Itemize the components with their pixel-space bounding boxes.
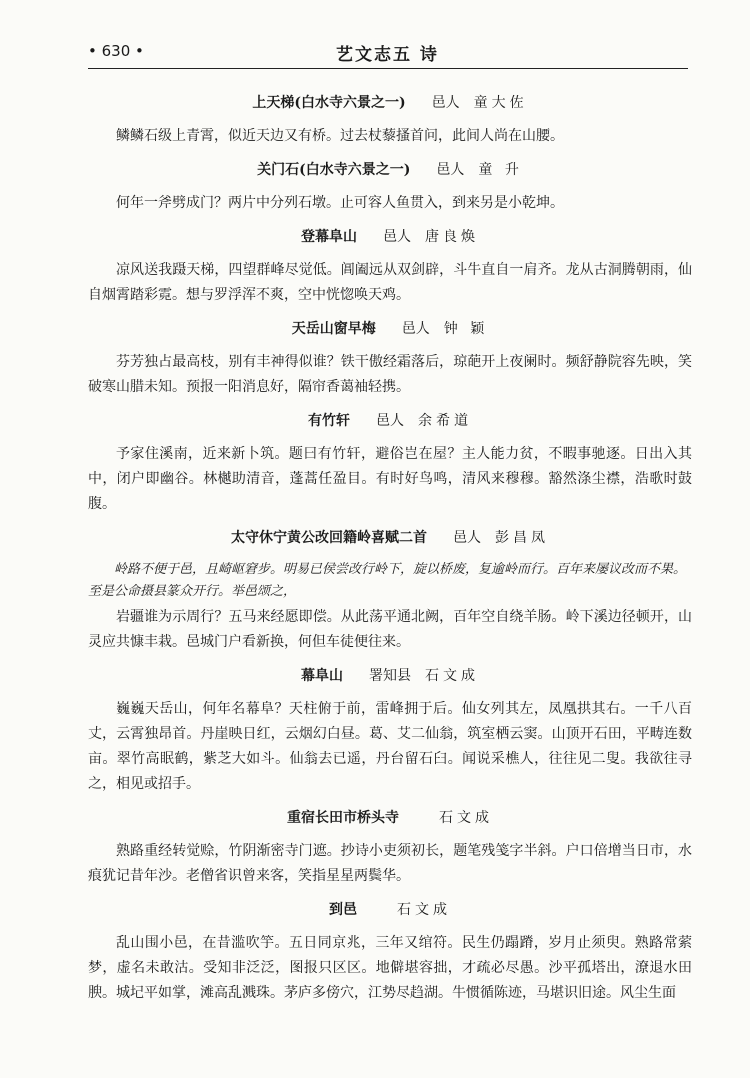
poem bbox=[88, 527, 692, 655]
poem-author-origin: 邑人 bbox=[383, 229, 411, 245]
poem-title: 上天梯(白水寺六景之一) bbox=[252, 95, 406, 111]
page-header bbox=[88, 40, 688, 66]
poem-title: 天岳山窗早梅 bbox=[291, 321, 376, 337]
poem-title: 关门石(白水寺六景之一) bbox=[257, 162, 411, 178]
poem-title: 太守休宁黄公改回籍岭喜赋二首 bbox=[231, 530, 427, 546]
page-number: • 630 • bbox=[88, 42, 144, 60]
poem-heading bbox=[88, 159, 692, 181]
poem-text: 芬芳独占最高枝，别有丰神得似谁？铁干傲经霜落后，琼葩开上夜阑时。频舒静院容先映，笑破寒山腊未知。预报一阳消息好，隔帘香蔼袖轻携。 bbox=[88, 354, 692, 395]
poem bbox=[88, 92, 692, 149]
poem-author: 石文成 bbox=[397, 902, 451, 918]
poem-title: 到邑 bbox=[329, 902, 357, 918]
poem-author-origin: 邑人 bbox=[453, 530, 481, 546]
header-rule bbox=[88, 68, 688, 69]
poem-text: 何年一斧劈成门？两片中分列石墩。止可容人鱼贯入，到来另是小乾坤。 bbox=[116, 195, 564, 211]
poem bbox=[88, 226, 692, 308]
poem-heading bbox=[88, 527, 692, 549]
poem-author-origin: 邑人 bbox=[431, 95, 460, 111]
poem-author-origin: 邑人 bbox=[376, 413, 404, 429]
poem-heading bbox=[88, 318, 692, 340]
poem-author: 余希道 bbox=[418, 413, 472, 429]
poem-author-origin: 署知县 bbox=[369, 668, 411, 684]
poem bbox=[88, 159, 692, 216]
poem-text: 岩疆谁为示周行？五马来经愿即偿。从此荡平通北阙，百年空自绕羊肠。岭下溪边径顿开，山灵应共慷丰栽。邑城门户看新换，何但车徒便往来。 bbox=[88, 609, 692, 650]
poem-heading bbox=[88, 807, 692, 829]
poem-author-origin: 邑人 bbox=[401, 321, 430, 337]
poem-heading bbox=[88, 899, 692, 921]
poem-text: 凉风送我蹑天梯，四望群峰尽觉低。阊阖远从双剑辟，斗牛直自一肩齐。龙从古洞腾朝雨，仙自烟霄踏彩霓。想与罗浮浑不爽，空中恍惚唤天鸡。 bbox=[88, 262, 692, 303]
poem-author: 石文成 bbox=[425, 668, 479, 684]
poem-author: 唐良焕 bbox=[425, 229, 479, 245]
poem bbox=[88, 410, 692, 517]
poem-title: 幕阜山 bbox=[301, 668, 343, 684]
poem-author: 石文成 bbox=[439, 810, 493, 826]
poem-list bbox=[88, 84, 692, 1016]
poem-text: 予家住溪南，近来新卜筑。题曰有竹轩，避俗岂在屋？主人能力贫，不暇事驰逐。日出入其中，闭户即幽谷。林樾助清音，蓬蒿任盈目。有时好鸟鸣，清风来穆穆。豁然涤尘襟，浩歌时鼓腹。 bbox=[88, 446, 692, 512]
poem-title: 有竹轩 bbox=[308, 413, 350, 429]
poem bbox=[88, 807, 692, 889]
poem-heading bbox=[88, 226, 692, 248]
running-head: 艺文志五 诗 bbox=[336, 45, 439, 65]
poem-text: 鳞鳞石级上青霄，似近天边又有桥。过去杖藜搔首问，此间人尚在山腰。 bbox=[116, 128, 564, 144]
poem-text: 巍巍天岳山，何年名幕阜？天柱俯于前，雷峰拥于后。仙女列其左，凤凰拱其右。一千八百丈，云霄独昂首。丹崖映日红，云烟幻白昼。葛、艾二仙翁，筑室栖云窦。山顶开石田，平畴连数亩。翠竹高眠鹤，紫芝大如斗。仙翁去已遥，丹台留石臼。闻说采樵人，往往见二叟。我欲往寻之，相见或招手。 bbox=[88, 701, 692, 792]
poem-text: 乱山围小邑，在昔滥吹竽。五日同京兆，三年又绾符。民生仍蹋蹐，岁月止须臾。熟路常萦梦，虚名未敢沽。受知非泛泛，图报只区区。地僻堪容拙，才疏必尽愚。沙平孤塔出，潦退水田腴。城圮平如掌，滩高乱溅珠。茅庐多傍穴，江势尽趋湖。牛惯循陈迹，马堪识旧途。风尘生面 bbox=[88, 935, 692, 1001]
poem-author: 童大佐 bbox=[473, 95, 528, 111]
poem-author: 钟 颖 bbox=[443, 321, 489, 337]
poem-heading bbox=[88, 665, 692, 687]
poem-author: 童 升 bbox=[478, 162, 523, 178]
poem-heading bbox=[88, 92, 692, 114]
poem-author-origin: 邑人 bbox=[436, 162, 465, 178]
poem bbox=[88, 899, 692, 1006]
poem-author: 彭昌凤 bbox=[495, 530, 549, 546]
poem-title: 登幕阜山 bbox=[301, 229, 357, 245]
poem-preface: 岭路不便于邑，且崎岖窘步。明易已侯尝改行岭下，旋以桥废，复逾岭而行。百年来屡议改而不果。至是公命摄县篆众开行。举邑颂之， bbox=[88, 562, 687, 599]
poem-title: 重宿长田市桥头寺 bbox=[287, 810, 399, 826]
poem bbox=[88, 318, 692, 400]
poem-text: 熟路重经转觉赊，竹阴渐密寺门遮。抄诗小吏须初长，题笔残笺字半斜。户口倍增当日市，水痕犹记昔年沙。老僧省识曾来客，笑指星星两鬓华。 bbox=[88, 843, 692, 884]
poem bbox=[88, 665, 692, 797]
poem-heading bbox=[88, 410, 692, 432]
